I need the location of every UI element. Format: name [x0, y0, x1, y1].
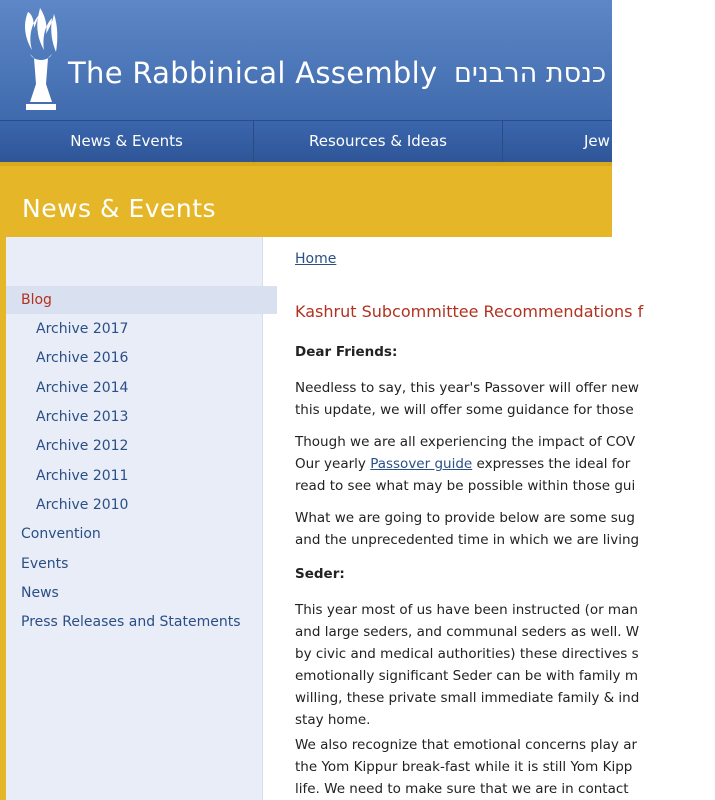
sidebar-item-press-releases[interactable]: Press Releases and Statements: [21, 614, 241, 630]
paragraph-line: read to see what may be possible within those gui: [295, 478, 636, 494]
passover-guide-link[interactable]: Passover guide: [370, 456, 473, 472]
main-nav: [0, 120, 612, 163]
article-title: Kashrut Subcommittee Recommendations f: [295, 302, 644, 321]
paragraph-line: This year most of us have been instructed (or man: [295, 602, 638, 618]
paragraph-line: willing, these private small immediate family & ind: [295, 690, 640, 706]
paragraph-line: this update, we will offer some guidance for those: [295, 402, 634, 418]
sidebar-item-archive-2013[interactable]: Archive 2013: [36, 409, 129, 425]
sidebar-item-events[interactable]: Events: [21, 556, 69, 572]
paragraph-line: emotionally significant Seder can be with family m: [295, 668, 638, 684]
sidebar-item-archive-2012[interactable]: Archive 2012: [36, 438, 129, 454]
paragraph-line: What we are going to provide below are some sug: [295, 510, 635, 526]
site-header: [0, 0, 612, 120]
section-title: News & Events: [22, 194, 217, 223]
paragraph-line: and large seders, and communal seders as well. W: [295, 624, 640, 640]
section-banner: [0, 162, 612, 237]
seder-heading-text: Seder:: [295, 566, 345, 582]
sidebar-item-convention[interactable]: Convention: [21, 526, 101, 542]
main-content: [262, 237, 644, 800]
inline-text: expresses the ideal for: [472, 456, 631, 472]
paragraph-suggestions: [295, 507, 715, 551]
paragraph-covid: [295, 431, 715, 497]
paragraph-line: the Yom Kippur break-fast while it is still Yom Kipp: [295, 759, 633, 775]
paragraph-seder: [295, 599, 715, 731]
hebrew-site-title: כנסת הרבנים: [454, 58, 607, 89]
paragraph-emotional: [295, 734, 715, 800]
salutation: [295, 341, 715, 363]
inline-text: Our yearly: [295, 456, 371, 472]
nav-resources-ideas[interactable]: Resources & Ideas: [308, 132, 448, 150]
sidebar-item-archive-2014[interactable]: Archive 2014: [36, 380, 129, 396]
sidebar-item-blog[interactable]: Blog: [6, 286, 277, 314]
nav-jewish-life[interactable]: Jew: [584, 132, 610, 150]
nav-divider: [502, 121, 503, 163]
sidebar-item-archive-2016[interactable]: Archive 2016: [36, 350, 129, 366]
sidebar-item-archive-2017[interactable]: Archive 2017: [36, 321, 129, 337]
paragraph-line: stay home.: [295, 712, 371, 728]
paragraph-line-with-link: [295, 453, 715, 475]
paragraph-line: We also recognize that emotional concerns play ar: [295, 737, 638, 753]
paragraph-line: by civic and medical authorities) these directives s: [295, 646, 639, 662]
paragraph-line: Needless to say, this year's Passover will offer new: [295, 380, 639, 396]
breadcrumb-home-link[interactable]: Home: [295, 251, 337, 267]
paragraph-line: and the unprecedented time in which we are living: [295, 532, 640, 548]
nav-news-events[interactable]: News & Events: [70, 132, 183, 150]
sidebar-item-archive-2010[interactable]: Archive 2010: [36, 497, 129, 513]
seder-heading: [295, 563, 715, 585]
sidebar: [6, 237, 263, 800]
sidebar-item-news[interactable]: News: [21, 585, 59, 601]
menorah-flame-logo-icon[interactable]: [18, 6, 64, 114]
site-title[interactable]: The Rabbinical Assembly: [68, 56, 438, 90]
paragraph-intro: [295, 377, 715, 421]
sidebar-item-archive-2011[interactable]: Archive 2011: [36, 468, 129, 484]
paragraph-line: Though we are all experiencing the impact of COV: [295, 434, 636, 450]
salutation-text: Dear Friends:: [295, 344, 398, 360]
paragraph-line: life. We need to make sure that we are in contact: [295, 781, 629, 797]
